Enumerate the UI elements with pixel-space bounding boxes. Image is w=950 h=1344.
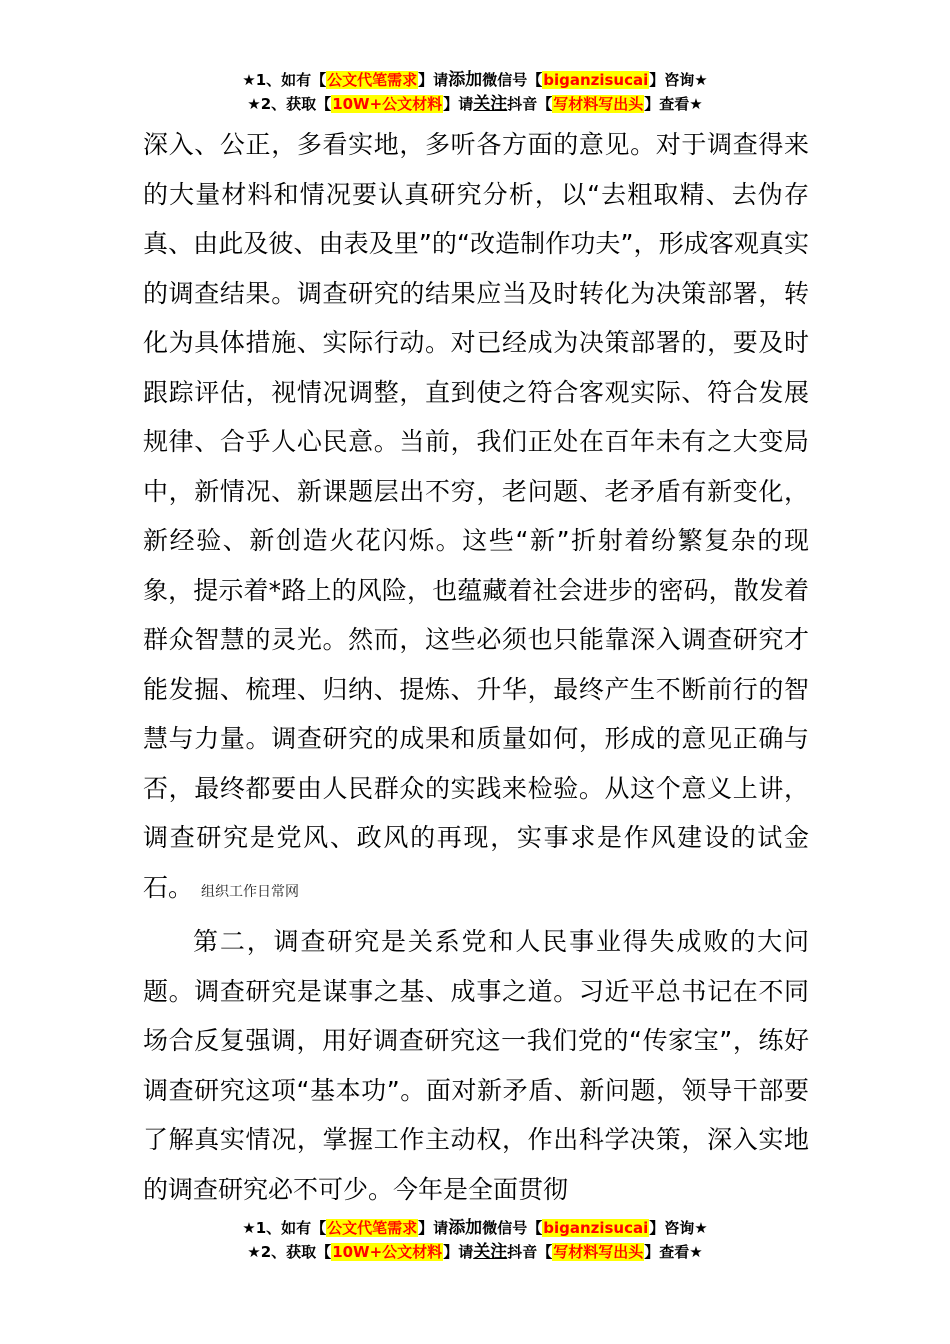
banner-text: 】请 xyxy=(443,1243,474,1261)
footer-banner xyxy=(0,1216,950,1264)
banner-emphasis: 添加 xyxy=(448,1218,483,1238)
banner-emphasis: 关注 xyxy=(473,94,508,114)
footer-banner-line-1 xyxy=(0,1216,950,1240)
banner-highlight-wechat-id: biganzisucai xyxy=(543,71,649,89)
footer-banner-line-2 xyxy=(0,1240,950,1264)
watermark-label: 组织工作日常网 xyxy=(201,883,300,900)
banner-highlight-materials: 10W+公文材料 xyxy=(332,1243,443,1261)
header-banner xyxy=(0,68,950,116)
banner-emphasis: 关注 xyxy=(473,1242,508,1262)
banner-highlight-douyin: 写材料写出头 xyxy=(553,1243,644,1261)
banner-highlight-wechat-id: biganzisucai xyxy=(543,1219,649,1237)
banner-text: 抖音【 xyxy=(507,1243,553,1261)
banner-highlight-douyin: 写材料写出头 xyxy=(553,95,644,113)
paragraph-continued xyxy=(143,120,809,917)
paragraph-text: 深入、公正，多看实地，多听各方面的意见。对于调查得来的大量材料和情况要认真研究分析，以“去粗取精、去伪存真、由此及彼、由表及里”的“改造制作功夫”，形成客观真实的调查结果。调查研究的结果应当及时转化为决策部署，转化为具体措施、实际行动。对已经成为决策部署的，要及时跟踪评估，视情况调整，直到使之符合客观实际、符合发展规律、合乎人心民意。当前，我们正处在百年未有之大变局中，新情况、新课题层出不穷，老问题、老矛盾有新变化，新经验、新创造火花闪烁。这些“新”折射着纷繁复杂的现象，提示着*路上的风险，也蕴藏着社会进步的密码，散发着群众智慧的灵光。然而，这些必须也只能靠深入调查研究才能发掘、梳理、归纳、提炼、升华，最终产生不断前行的智慧与力量。调查研究的成果和质量如何，形成的意见正确与否，最终都要由人民群众的实践来检验。从这个意义上讲，调查研究是党风、政风的再现，实事求是作风建设的试金石。 xyxy=(143,130,809,902)
banner-text: ★1、如有【 xyxy=(242,1219,327,1237)
banner-emphasis: 添加 xyxy=(448,70,483,90)
banner-text: 】请 xyxy=(418,71,449,89)
banner-line-1 xyxy=(0,68,950,92)
banner-text: 】咨询★ xyxy=(649,71,708,89)
document-body xyxy=(143,120,809,1214)
banner-highlight-service: 公文代笔需求 xyxy=(327,71,418,89)
banner-text: 】咨询★ xyxy=(649,1219,708,1237)
banner-text: 】查看★ xyxy=(644,1243,703,1261)
banner-text: ★2、获取【 xyxy=(247,1243,332,1261)
banner-text: 抖音【 xyxy=(507,95,553,113)
banner-line-2 xyxy=(0,92,950,116)
banner-text: 】查看★ xyxy=(644,95,703,113)
banner-highlight-service: 公文代笔需求 xyxy=(327,1219,418,1237)
banner-text: 微信号【 xyxy=(482,71,543,89)
paragraph-second: 第二，调查研究是关系党和人民事业得失成败的大问题。调查研究是谋事之基、成事之道。习近平总书记在不同场合反复强调，用好调查研究这一我们党的“传家宝”，练好调查研究这项“基本功”。面对新矛盾、新问题，领导干部要了解真实情况，掌握工作主动权，作出科学决策，深入实地的调查研究必不可少。今年是全面贯彻 xyxy=(143,927,809,1204)
banner-text: 】请 xyxy=(418,1219,449,1237)
banner-text: ★1、如有【 xyxy=(242,71,327,89)
banner-text: ★2、获取【 xyxy=(247,95,332,113)
banner-highlight-materials: 10W+公文材料 xyxy=(332,95,443,113)
banner-text: 微信号【 xyxy=(482,1219,543,1237)
banner-text: 】请 xyxy=(443,95,474,113)
